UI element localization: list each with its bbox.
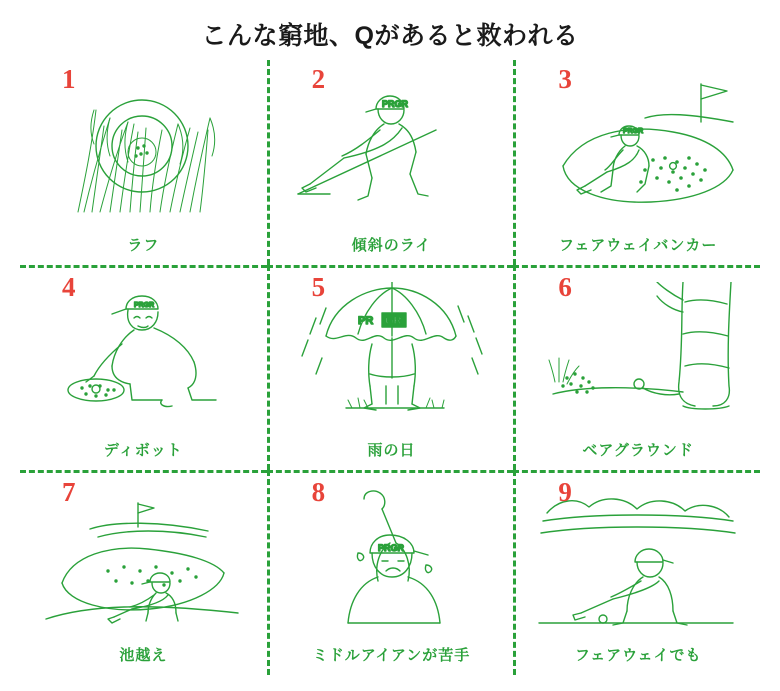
cell-caption: ラフ [127,237,160,254]
fairway-bunker-illustration [533,74,743,214]
cell-number: 2 [311,64,326,94]
cell-number: 1 [62,64,76,94]
fairway-shot-illustration [533,487,743,627]
grid-cell-4[interactable] [20,265,267,470]
cell-caption: フェアウェイでも [574,647,702,664]
cell-caption: ミドルアイアンが苦手 [312,647,471,664]
cell-caption: フェアウェイバンカー [558,237,718,254]
cell-caption: ベアグラウンド [582,442,694,459]
grid-cell-1[interactable] [20,60,267,265]
tall-grass-ball-illustration [38,74,248,214]
cell-number: 4 [62,272,76,302]
grid-cell-8[interactable] [267,470,514,675]
grid-cell-6[interactable] [513,265,760,470]
cell-number: 8 [311,477,326,507]
water-carry-illustration [38,487,248,627]
golfer-on-slope-illustration [286,74,496,214]
cell-caption: 池越え [119,647,168,664]
svg-text:PRGR: PRGR [134,302,155,309]
cell-number: 6 [558,272,572,302]
grid-cell-9[interactable] [513,470,760,675]
grid-cell-7[interactable] [20,470,267,675]
bare-ground-tree-illustration [533,282,743,422]
cell-caption: ディボット [103,442,183,459]
cell-number: 5 [311,272,326,302]
cell-caption: 雨の日 [367,442,416,459]
grid-cell-5[interactable] [267,265,514,470]
svg-text:PRGR: PRGR [378,543,405,553]
illustration-grid [20,60,760,675]
divot-kneeling-golfer-illustration [38,282,248,422]
svg-text:PR: PR [358,315,374,327]
middle-iron-trouble-illustration [286,487,496,627]
svg-text:PRGR: PRGR [382,99,409,109]
cell-number: 7 [62,477,76,507]
cell-number: 9 [558,477,572,507]
page-title: こんな窮地、Qがあると救われる [201,22,579,50]
cell-number: 3 [558,64,572,94]
grid-cell-2[interactable] [267,60,514,265]
svg-text:GR: GR [385,315,402,327]
rainy-day-umbrella-illustration [286,282,496,422]
svg-text:PRGR: PRGR [623,128,644,135]
grid-cell-3[interactable] [513,60,760,265]
cell-caption: 傾斜のライ [351,237,432,254]
